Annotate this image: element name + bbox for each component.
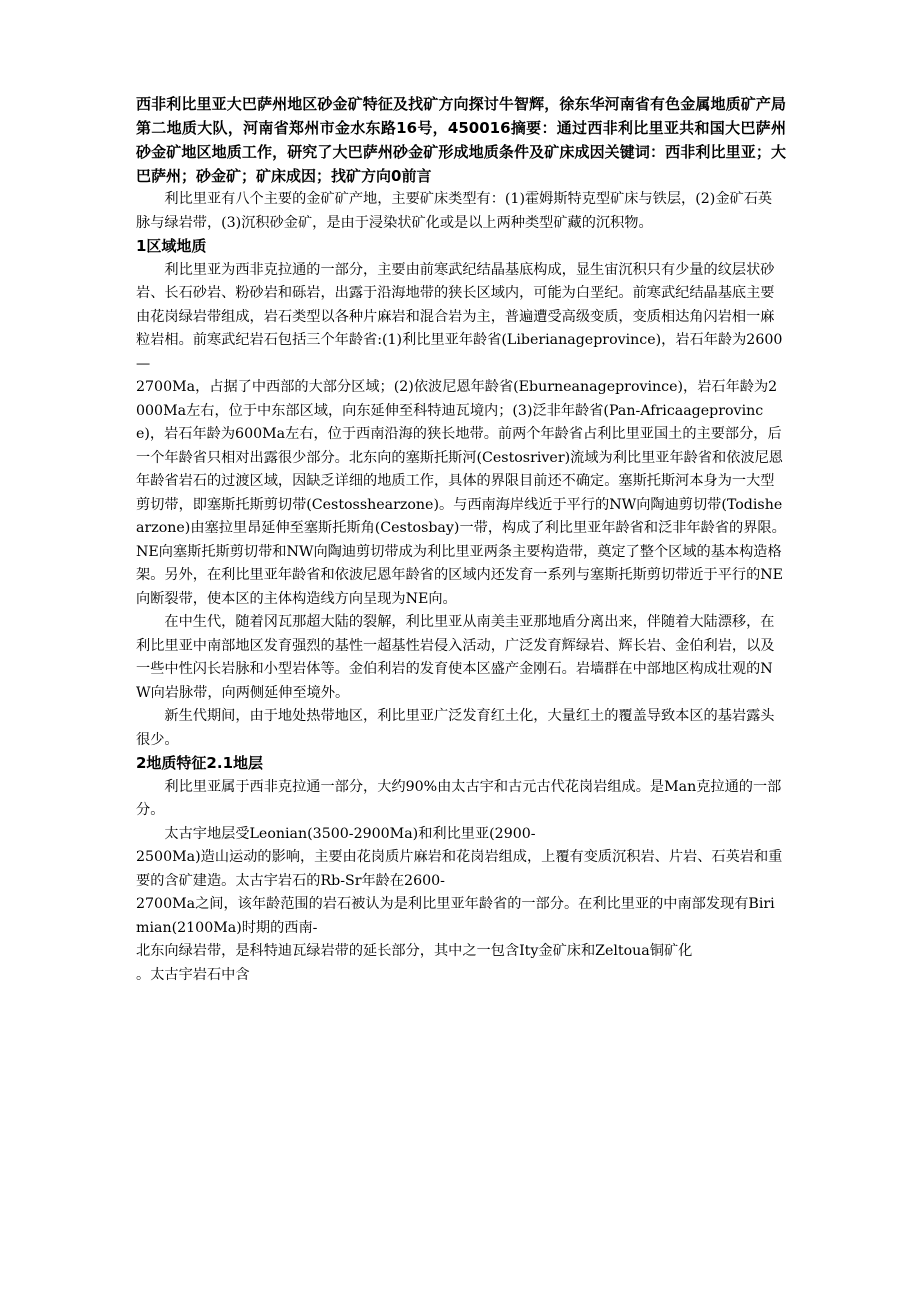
section-1-paragraph-2: 在中生代，随着冈瓦那超大陆的裂解，利比里亚从南美圭亚那地盾分离出来，伴随着大陆漂移，在利比里亚中南部地区发育强烈的基性一超基性岩侵入活动，广泛发育辉绿岩、辉长岩、金伯利岩，以及一些中性闪长岩脉和小型岩体等。金伯利岩的发育使本区盛产金刚石。岩墙群在中部地区构成壮观的NW向岩脉带，向两侧延伸至境外。: [136, 614, 775, 701]
section-1-paragraph-1a: 利比里亚为西非克拉通的一部分，主要由前寒武纪结晶基底构成，显生宙沉积只有少量的纹层状砂岩、长石砂岩、粉砂岩和砾岩，出露于沿海地带的狭长区域内，可能为白垩纪。前寒武纪结晶基底主要由花岗绿岩带组成，岩石类型以各种片麻岩和混合岩为主，普遍遭受高级变质，变质相达角闪岩相一麻粒岩相。前寒武纪岩石包括三个年龄省:(1)利比里亚年龄省(Liberianageprovince)，岩石年龄为2600—: [136, 261, 783, 372]
section-2-paragraph-2b: 2500Ma)造山运动的影响，主要由花岗质片麻岩和花岗岩组成，上覆有变质沉积岩、片岩、石英岩和重要的含矿建造。太古宇岩石的Rb-Sr年龄在2600-: [136, 849, 783, 889]
section-1-heading: 1区域地质: [136, 237, 207, 255]
section-2-paragraph-2c: 2700Ma之间，该年龄范围的岩石被认为是利比里亚年龄省的一部分。在利比里亚的中南部发现有Birimian(2100Ma)时期的西南-: [136, 896, 775, 936]
title-abstract-block: 西非利比里亚大巴萨州地区砂金矿特征及找矿方向探讨牛智辉，徐东华河南省有色金属地质矿产局第二地质大队，河南省郑州市金水东路16号，450016摘要：通过西非利比里亚共和国大巴萨州砂金矿地区地质工作，研究了大巴萨州砂金矿形成地质条件及矿床成因关键词：西非利比里亚；大巴萨州；砂金矿；矿床成因；找矿方向0前言: [136, 95, 786, 185]
section-2-paragraph-1: 利比里亚属于西非克拉通一部分，大约90%由太古宇和古元古代花岗岩组成。是Man克拉通的一部分。: [136, 778, 782, 818]
section-1-paragraph-1b: 2700Ma，占据了中西部的大部分区域；(2)依波尼恩年龄省(Eburneanageprovince)，岩石年龄为2000Ma左右，位于中东部区域，向东延伸至科特迪瓦境内；(3)泛非年龄省(Pan-Africaageprovince)，岩石年龄为600Ma左右，位于西南沿海的狭长地带。前两个年龄省占利比里亚国土的主要部分，后一个年龄省只相对出露很少部分。北东向的塞斯托斯河(Cestosriver)流域为利比里亚年龄省和依波尼恩年龄省岩石的过渡区域，因缺乏详细的地质工作，具体的界限目前还不确定。塞斯托斯河本身为一大型剪切带，即塞斯托斯剪切带(Cestosshearzone)。与西南海岸线近于平行的NW向陶迪剪切带(Todishearzone)由塞拉里昂延伸至塞斯托斯角(Cestosbay)一带，构成了利比里亚年龄省和泛非年龄省的界限。NE向塞斯托斯剪切带和NW向陶迪剪切带成为利比里亚两条主要构造带，奠定了整个区域的基本构造格架。另外，在利比里亚年龄省和依波尼恩年龄省的区域内还发育一系列与塞斯托斯剪切带近于平行的NE向断裂带，使本区的主体构造线方向呈现为NE向。: [136, 379, 786, 607]
section-2-heading: 2地质特征2.1地层: [136, 754, 264, 772]
section-2-paragraph-2d: 北东向绿岩带，是科特迪瓦绿岩带的延长部分，其中之一包含Ity金矿床和Zeltoua铜矿化: [136, 943, 693, 959]
section-1-paragraph-3: 新生代期间，由于地处热带地区，利比里亚广泛发育红土化，大量红土的覆盖导致本区的基岩露头很少。: [136, 708, 775, 748]
intro-paragraph: 利比里亚有八个主要的金矿矿产地，主要矿床类型有：(1)霍姆斯特克型矿床与铁层，(2)金矿石英脉与绿岩带，(3)沉积砂金矿，是由于浸染状矿化或是以上两种类型矿藏的沉积物。: [136, 191, 773, 231]
document-page: [136, 92, 786, 987]
section-2-paragraph-2e: 。太古宇岩石中含: [136, 966, 250, 983]
section-2-paragraph-2a: 太古宇地层受Leonian(3500-2900Ma)和利比里亚(2900-: [164, 825, 536, 842]
